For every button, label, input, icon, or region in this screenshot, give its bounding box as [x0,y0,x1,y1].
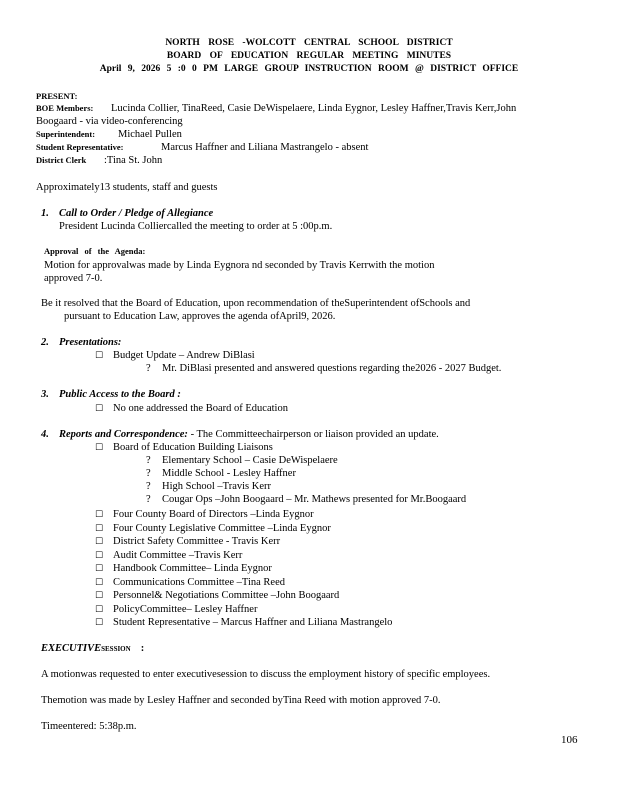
committee-text: PolicyCommittee– Lesley Haffner [113,604,258,615]
superintendent-line [36,128,182,141]
section-4-intro: - The Committeechairperson or liaison provided an update. [187,429,439,440]
boe-members-label: BOE Members: [36,103,94,113]
section-reports [41,428,439,441]
superintendent-value: Michael Pullen [118,129,182,140]
header-date-location: April 9, 2026 5 :0 0 PM LARGE GROUP INSTRUCTION ROOM @ DISTRICT OFFICE [99,64,519,74]
superintendent-label: Superintendent: [36,129,96,139]
presentation-item-text: Budget Update – Andrew DiBlasi [113,350,255,361]
present-heading: PRESENT: [36,91,78,101]
approval-motion-line2: approved 7-0. [44,273,103,284]
section-1-title: Call to Order / Pledge of Allegiance [59,208,214,219]
section-3-title: Public Access to the Board : [59,389,181,400]
checkbox-bullet-icon: ☐ [95,351,104,361]
committee-item [95,576,285,589]
committee-item [95,562,272,575]
student-rep-line [36,141,368,154]
checkbox-bullet-icon: ☐ [95,443,104,453]
committee-item [95,508,314,521]
committee-item [95,603,257,616]
session-label: SESSION [101,645,131,653]
header-district: NORTH ROSE -WOLCOTT CENTRAL SCHOOL DISTRICT [165,38,453,48]
call-to-order-text: President Lucinda Colliercalled the meeting to order at 5 :00p.m. [59,221,333,232]
committee-text: Communications Committee –Tina Reed [113,577,285,588]
liaison-text: Elementary School – Casie DeWispelaere [162,455,338,466]
committee-text: Student Representative – Marcus Haffner and Liliana Mastrangelo [113,617,393,628]
section-presentations [41,336,121,349]
resolution-line2: pursuant to Education Law, approves the agenda ofApril9, 2026. [64,311,336,322]
checkbox-bullet-icon: ☐ [95,605,104,615]
subitem-marker-icon: ? [146,481,151,492]
checkbox-bullet-icon: ☐ [95,537,104,547]
checkbox-bullet-icon: ☐ [95,404,104,414]
committee-text: Handbook Committee– Linda Eygnor [113,563,272,574]
subitem-marker-icon: ? [146,363,151,374]
committee-item [95,549,242,562]
attendance-note: Approximately13 students, staff and guests [36,182,218,193]
presentation-subitem [146,362,501,375]
section-call-to-order [41,207,213,220]
district-clerk-label: District Clerk [36,155,87,165]
liaison-text: Cougar Ops –John Boogaard – Mr. Mathews presented for Mr.Boogaard [162,494,467,505]
section-4-title: Reports and Correspondence: [59,429,188,440]
section-2-number: 2. [41,337,49,348]
liaison-item [146,493,466,506]
checkbox-bullet-icon: ☐ [95,618,104,628]
checkbox-bullet-icon: ☐ [95,551,104,561]
committee-text: Personnel& Negotiations Committee –John Boogaard [113,590,340,601]
student-rep-value: Marcus Haffner and Liliana Mastrangelo - absent [161,142,369,153]
committee-text: Audit Committee –Travis Kerr [113,550,243,561]
header-meeting-title: BOARD OF EDUCATION REGULAR MEETING MINUTES [166,51,452,61]
building-liaisons-title: Board of Education Building Liaisons [113,442,273,453]
boe-members-list: Lucinda Collier, TinaReed, Casie DeWispelaere, Linda Eygnor, Lesley Haffner,Travis Kerr,John [111,103,517,114]
executive-motion-made: Themotion was made by Lesley Haffner and seconded byTina Reed with motion approved 7-0. [41,695,441,706]
committee-item [95,589,339,602]
section-4-number: 4. [41,429,49,440]
checkbox-bullet-icon: ☐ [95,510,104,520]
boe-members-list-cont: Boogaard - via video-conferencing [36,116,183,127]
checkbox-bullet-icon: ☐ [95,578,104,588]
section-3-number: 3. [41,389,49,400]
presentation-subitem-text: Mr. DiBlasi presented and answered questions regarding the2026 - 2027 Budget. [162,363,502,374]
liaison-text: Middle School - Lesley Haffner [162,468,296,479]
committee-text: District Safety Committee - Travis Kerr [113,536,281,547]
checkbox-bullet-icon: ☐ [95,524,104,534]
subitem-marker-icon: ? [146,455,151,466]
subitem-marker-icon: ? [146,494,151,505]
subitem-marker-icon: ? [146,468,151,479]
checkbox-bullet-icon: ☐ [95,564,104,574]
page-number: 106 [561,734,578,746]
executive-motion-request: A motionwas requested to enter executivesession to discuss the employment history of specific employees. [41,669,491,680]
public-access-item-text: No one addressed the Board of Education [113,403,288,414]
committee-item [95,522,331,535]
section-1-number: 1. [41,208,49,219]
district-clerk-value: :Tina St. John [104,155,163,166]
committee-item [95,616,392,629]
building-liaisons-item [95,441,273,454]
approval-motion-line1: Motion for approvalwas made by Linda Eygnora nd seconded by Travis Kerrwith the motion [44,260,435,271]
approval-agenda-label: Approval of the Agenda: [44,246,146,256]
resolution-line1: Be it resolved that the Board of Education, upon recommendation of theSuperintendent ofSchools and [41,298,471,309]
liaison-item [146,467,296,480]
section-public-access [41,388,181,401]
student-rep-label: Student Representative: [36,142,124,152]
boe-members-line [36,102,516,115]
committee-text: Four County Legislative Committee –Linda Eygnor [113,523,331,534]
time-entered: Timeentered: 5:38p.m. [41,721,137,732]
liaison-text: High School –Travis Kerr [162,481,271,492]
committee-text: Four County Board of Directors –Linda Eygnor [113,509,314,520]
presentation-item [95,349,255,362]
executive-label: EXECUTIVE [41,643,102,654]
section-2-title: Presentations: [59,337,122,348]
district-clerk-line [36,154,162,167]
liaison-item [146,454,338,467]
executive-colon: : [140,643,145,654]
committee-item [95,535,280,548]
liaison-item [146,480,271,493]
public-access-item [95,402,288,415]
checkbox-bullet-icon: ☐ [95,591,104,601]
executive-session-heading [41,642,144,655]
